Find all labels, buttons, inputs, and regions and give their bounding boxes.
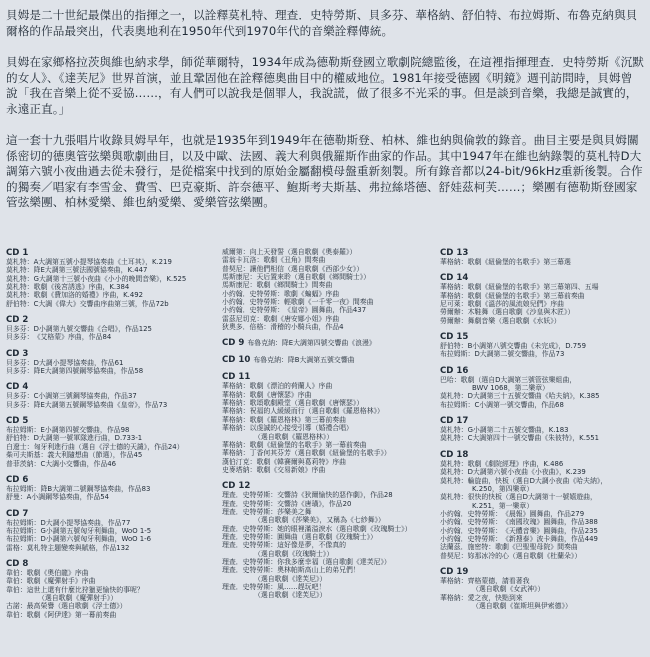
composer-name: 古諾： [6, 602, 27, 611]
track-row [6, 493, 186, 501]
track-row [6, 359, 186, 367]
work-title: 祝福的人緩緩而行（選自歌劇《羅恩格林》） [249, 407, 384, 416]
track-row [440, 468, 607, 476]
track-row [6, 392, 186, 400]
track-row [222, 416, 412, 424]
track-row [222, 500, 412, 508]
work-title: 交響詩《狄爾愉快的惡作劇》，作品28 [277, 491, 393, 500]
work-title: （選自歌劇《崔斯坦與伊索德》） [472, 601, 572, 610]
composer-name: 小約翰．史特勞斯： [222, 306, 285, 315]
composer-name [440, 602, 472, 610]
track-row [440, 552, 607, 560]
composer-name [222, 575, 254, 583]
track-row [222, 391, 412, 399]
composer-name: 華格納： [222, 415, 250, 424]
composer-name: 莫札特： [440, 468, 468, 477]
work-title: 輕歌劇《一千零一夜》間奏曲 [284, 298, 374, 307]
work-title: 降E大調第四號鋼琴協奏曲，作品58 [33, 367, 144, 376]
composer-name: 史麥塔納： [222, 465, 257, 474]
composer-name: 莫札特： [6, 274, 34, 283]
work-title: 歌劇《奧伯龍》序曲 [26, 568, 89, 577]
track-row [222, 424, 412, 432]
cd-heading: CD 6 [6, 474, 29, 485]
composer-name: 小約翰．史特勞斯： [222, 298, 285, 307]
track-row [440, 485, 607, 493]
composer-name: 布拉姆斯： [6, 518, 41, 527]
work-title: C大調第四十一號交響曲《朱彼特》，K.551 [467, 434, 600, 443]
composer-name: 柴可夫斯基： [6, 451, 48, 460]
work-title: 《皇帝》圓舞曲，作品437 [284, 306, 367, 315]
cd-heading [222, 338, 412, 348]
composer-name: 華格納： [440, 576, 468, 585]
work-title: 木鞋舞（選自歌劇《沙皇與木匠》） [467, 308, 575, 317]
track-row [222, 382, 412, 390]
cd-heading: CD 18 [440, 449, 469, 460]
cd-heading: CD 5 [6, 416, 29, 427]
track-row [6, 602, 186, 610]
track-row [222, 290, 412, 298]
work-title: 輪旋曲，快板（選自D大調小夜曲《哈夫納》， [467, 476, 608, 485]
track-row [440, 350, 607, 358]
work-title: 很快的快板（選自D大調第十一號嬉遊曲， [467, 493, 597, 502]
track-row [440, 493, 607, 501]
composer-name: 舒伯特： [440, 342, 468, 351]
cd-heading: CD 8 [6, 558, 29, 569]
composer-name: 馬斯康尼： [222, 273, 257, 282]
cd-heading: CD 13 [440, 248, 469, 258]
track-row [6, 577, 186, 585]
track-row [222, 449, 412, 457]
track-row [6, 434, 186, 442]
composer-name [222, 591, 254, 599]
composer-name: 韋伯： [6, 568, 27, 577]
work-title: 丁香何其芬芳（選自歌劇《紐倫堡的名歌手》） [249, 449, 391, 458]
track-row [440, 460, 607, 468]
composer-name: 布拉姆斯： [6, 484, 41, 493]
cd-number: CD 9 [222, 338, 245, 349]
cd-inline-work: 布魯克納：降E大調第四號交響曲《浪漫》 [247, 339, 376, 348]
track-row [222, 256, 412, 264]
cd-heading: CD 2 [6, 315, 29, 326]
composer-name: 貝多芬： [6, 400, 34, 409]
composer-name: 馬斯康尼： [222, 281, 257, 290]
work-title: B小調第八號交響曲《未完成》，D.759 [467, 342, 586, 351]
work-title: 這世上還有什麼比狩獵更愉快的事呢？ [26, 585, 144, 594]
track-row [222, 508, 412, 516]
track-row [222, 491, 412, 499]
work-title: K.250，第四樂章） [472, 484, 534, 493]
work-title: 向上天發誓（選自歌劇《奧泰羅》） [249, 248, 357, 256]
work-title: （選自歌劇《羅恩格林》） [254, 432, 334, 441]
work-title: 《晨報》圓舞曲，作品279 [502, 509, 585, 518]
work-title: 歌劇《交易新娘》序曲 [256, 465, 326, 474]
composer-name: 雷茲尼切克： [222, 314, 264, 323]
work-title: BWV 1068，第二樂章） [472, 384, 550, 393]
cd-heading: CD 12 [222, 481, 251, 492]
composer-name: 舒曼： [6, 493, 27, 502]
work-title: 她的眼裡滿溢淚水（選自歌劇《玫瑰騎士》） [277, 524, 412, 533]
track-row [6, 611, 186, 619]
composer-name: 普契尼： [440, 551, 468, 560]
track-row [6, 535, 186, 543]
cd-number: CD 10 [222, 355, 251, 366]
composer-name: 華格納： [222, 424, 250, 433]
work-title: D小調第九號交響曲《合唱》，作品125 [33, 325, 152, 334]
composer-name: 舒伯特： [6, 434, 34, 443]
cd-inline-work: 布魯克納：降B大調第五號交響曲 [253, 356, 355, 365]
composer-name: 華格納： [222, 390, 250, 399]
cd-heading: CD 3 [6, 348, 29, 359]
composer-name: 華格納： [440, 291, 468, 300]
work-title: （選自歌劇《魔彈射手》） [38, 593, 118, 602]
work-title: A大調第五號小提琴協奏曲《土耳其》，K.219 [33, 258, 172, 266]
composer-name: 華格納： [222, 449, 250, 458]
track-row [440, 477, 607, 485]
composer-name: 韋伯： [6, 610, 27, 619]
work-title: 歌劇《費加洛的婚禮》序曲，K.492 [33, 291, 144, 300]
work-title: K.251，第一樂章） [472, 501, 534, 510]
track-row [222, 458, 412, 466]
composer-name [440, 485, 472, 493]
work-title: 齊格蒙德，請看著我 [467, 576, 530, 585]
work-title: C小調第一號交響曲，作品68 [474, 400, 564, 409]
work-title: 歌劇《紐倫堡的名歌手》第三幕第四、五場 [467, 283, 599, 292]
work-title: 歌頌歌劇殿堂（選自歌劇《唐懷瑟》） [249, 399, 364, 408]
track-row [6, 527, 186, 535]
composer-name: 韋伯： [6, 577, 27, 586]
work-title: 愛之夜，快點到來 [467, 593, 523, 602]
track-row [222, 433, 412, 441]
composer-name: 普菲茨納： [6, 459, 41, 468]
tracklist-column-2 [222, 248, 412, 600]
composer-name [222, 433, 254, 441]
work-title: 降E大調第五號鋼琴協奏曲《皇帝》，作品73 [33, 400, 168, 409]
work-title: 最高榮譽（選自歌劇《浮士德》） [26, 602, 127, 611]
composer-name: 莫札特： [440, 392, 468, 401]
cd-heading: CD 17 [440, 416, 469, 427]
composer-name [222, 550, 254, 558]
composer-name: 小約翰．史特勞斯： [440, 534, 503, 543]
work-title: 歌劇《漂泊的荷蘭人》序曲 [249, 382, 333, 391]
work-title: 歌劇《鄉間騎士》間奏曲 [256, 281, 333, 290]
work-title: 義大利隨想曲（節選），作品45 [47, 451, 143, 460]
composer-name: 小約翰．史特勞斯： [440, 509, 503, 518]
composer-name: 巴哈： [440, 375, 461, 384]
work-title: 歌劇（選自D大調第三號管弦樂組曲， [460, 375, 577, 384]
work-title: 歌劇《魔彈射手》序曲 [26, 577, 96, 586]
work-title: 舞劇音樂（選自歌劇《水妖》） [467, 316, 561, 325]
track-row [440, 308, 607, 316]
cd-heading: CD 14 [440, 273, 469, 284]
track-row [222, 566, 412, 574]
composer-name: 理查．史特勞斯： [222, 583, 278, 591]
track-row [440, 602, 607, 610]
work-title: 《南國玫瑰》圓舞曲，作品388 [502, 518, 598, 527]
track-row [440, 535, 607, 543]
work-title: 《新搜泰》波卡舞曲，作品449 [502, 534, 598, 543]
work-title: 歌劇《唐安娜小姐》序曲 [263, 314, 340, 323]
work-title: 歌劇《羅恩格林》第三幕前奏曲 [249, 415, 347, 424]
work-title: 歌劇《後宮誘逃》序曲，K.384 [33, 283, 130, 292]
track-row [6, 333, 186, 341]
track-row [222, 281, 412, 289]
track-row [6, 485, 186, 493]
composer-name: 華格納： [222, 440, 250, 449]
work-title: 歌劇《紐倫堡的名歌手》第三幕選 [467, 258, 571, 266]
work-title: D大調第二號交響曲，作品73 [474, 350, 565, 359]
composer-name: 理查．史特勞斯： [222, 507, 278, 516]
track-row [440, 543, 607, 551]
cd-heading: CD 15 [440, 332, 469, 343]
work-title: 這好像是夢，不像真的 [277, 541, 347, 550]
composer-name: 莫札特： [440, 426, 468, 435]
work-title: D大調第三十五號交響曲《哈夫納》，K.385 [467, 392, 600, 401]
composer-name: 布拉姆斯： [440, 350, 475, 359]
tracklist-column-1 [6, 248, 186, 619]
composer-name: 貝多芬： [6, 358, 34, 367]
work-title: 匈牙利進行曲（選自《浮士德的天譴》，作品24） [33, 442, 184, 451]
track-row [440, 518, 607, 526]
work-title: 歌劇《阿伊達》第一幕前奏曲 [26, 610, 117, 619]
work-title: 歌劇《丑角》間奏曲 [263, 256, 326, 265]
composer-name: 布拉姆斯： [440, 400, 475, 409]
composer-name: 莫札特： [6, 283, 34, 292]
composer-name: 白遼士： [6, 442, 34, 451]
work-title: 歌劇《巴聖聖母院》間奏曲 [495, 543, 578, 552]
track-row [440, 392, 607, 400]
track-row [222, 265, 412, 273]
track-row [6, 460, 186, 468]
composer-name: 理查．史特勞斯： [222, 566, 278, 575]
track-row [222, 306, 412, 314]
composer-name: 華格納： [440, 283, 468, 292]
track-row [222, 315, 412, 323]
composer-name: 華格納： [222, 382, 250, 391]
work-title: G小調第二十五號交響曲，K.183 [467, 426, 569, 435]
composer-name: 布拉姆斯： [6, 426, 41, 435]
work-title: D大調第六號小夜曲《小夜曲》，K.239 [467, 468, 586, 477]
work-title: 圓舞曲（選自歌劇《玫瑰騎士》） [277, 532, 378, 541]
work-title: C大調《偉大》交響曲序曲第三號，作品72b [33, 299, 169, 308]
composer-name: 理查．史特勞斯： [222, 491, 278, 500]
composer-name: 漢伯汀克： [222, 457, 257, 466]
track-row [6, 266, 186, 274]
cd-heading: CD 19 [440, 566, 469, 577]
work-title: D大調小提琴協奏曲，作品61 [33, 358, 124, 367]
composer-name: 舒伯特： [6, 299, 34, 308]
track-row [440, 510, 607, 518]
composer-name: 華格納： [440, 258, 468, 266]
track-row [6, 300, 186, 308]
composer-name [440, 585, 472, 593]
composer-name: 華格納： [440, 593, 468, 602]
track-row [6, 401, 186, 409]
composer-name: 布拉姆斯： [6, 526, 41, 535]
composer-name: 理查．史特勞斯： [222, 524, 278, 533]
work-title: A小調鋼琴協奏曲，作品54 [26, 493, 110, 502]
composer-name: 法蘭茲．施密特： [440, 543, 496, 552]
composer-name: 貝多芬： [6, 333, 34, 342]
track-row [222, 591, 412, 599]
work-title: C小調第三號鋼琴協奏曲，作品37 [33, 392, 137, 401]
work-title: 以虔誠的心接受引導（婚禮合唱） [249, 424, 353, 433]
composer-name: 小約翰．史特勞斯： [440, 526, 503, 535]
track-row [440, 258, 607, 266]
composer-name: 勞爾辦： [440, 308, 468, 317]
work-title: （選自歌劇《莎樂美》，又稱為《七紗舞》） [254, 516, 385, 525]
cd-heading: CD 16 [440, 365, 469, 376]
work-title: 奧林帕斯高山上的弟兄們！ [277, 566, 360, 575]
track-row [440, 594, 607, 602]
work-title: 歌劇《唐懷瑟》序曲 [249, 390, 312, 399]
composer-name: 狄奧多．倍格： [222, 323, 271, 332]
cd-heading: CD 7 [6, 508, 29, 519]
track-row [440, 401, 607, 409]
composer-name: 華格納： [222, 399, 250, 408]
composer-name: 勞爾辦： [440, 316, 468, 325]
composer-name [222, 516, 254, 524]
composer-name: 莫札特： [6, 258, 34, 266]
work-title: 風……趕玩吧！ [277, 583, 326, 591]
composer-name: 莫札特： [440, 434, 468, 443]
track-row [222, 541, 412, 549]
work-title: D大調小提琴協奏曲，作品77 [40, 518, 131, 527]
work-title: 歌劇《劇院經理》序曲，K.486 [467, 459, 564, 468]
intro-paragraph-2: 貝姆在家鄉格拉茨與維也納求學，師從華爾特，1934年成為德勒斯登國立歌劇院總監後，在這裡指揮理查．史特勞斯《沉默的女人》、《達芙尼》世界首演，並且鞏固他在詮釋德奧曲目中的權威地位。1981年接受德國《明鏡》週刊訪問時，貝姆曾說「我在音樂上從不妥協……，有人們可以說我是個罪人，我說謊，做了很多不光采的事。但是談到音樂，我總是誠實的，永遠正直。」 [6, 55, 644, 116]
track-row [440, 376, 607, 384]
work-title: （選自歌劇《女武神》） [472, 585, 545, 594]
track-row [6, 451, 186, 459]
composer-name: 尼可萊： [440, 300, 468, 309]
track-row [440, 585, 607, 593]
work-title: 《艾格蒙》序曲，作品84 [33, 333, 112, 342]
track-row [440, 502, 607, 510]
work-title: （選自歌劇《達芙尼》） [254, 591, 327, 600]
cd-heading: CD 4 [6, 382, 29, 393]
composer-name: 貝多芬： [6, 392, 34, 401]
work-title: D大調第一號軍隊進行曲，D.733-1 [33, 434, 143, 443]
track-row [440, 317, 607, 325]
tracklist-column-3 [440, 248, 607, 610]
composer-name: 理查．史特勞斯： [222, 557, 278, 566]
work-title: G大調第十三號小夜曲《小小的晚間音樂》，K.525 [33, 274, 187, 283]
track-row [6, 443, 186, 451]
work-title: 你我多麼幸福（選自歌劇《達芙尼》） [277, 557, 391, 566]
work-title: 降B大調第二號鋼琴協奏曲，作品83 [40, 484, 151, 493]
cd-heading [222, 355, 412, 365]
composer-name: 莫札特： [440, 493, 468, 502]
composer-name: 莫札特： [440, 476, 468, 485]
composer-name: 威爾第： [222, 248, 250, 256]
composer-name: 莫札特： [6, 266, 34, 275]
intro-paragraph-1: 貝姆是二十世紀最傑出的指揮之一，以詮釋莫札特、理查．史特勞斯、貝多芬、華格納、舒伯特、布拉姆斯、布魯克納與貝爾格的作品最突出，代表奧地利在1950年代到1970年代的音樂詮釋傳統。 [6, 8, 638, 38]
track-row [222, 525, 412, 533]
composer-name: 小約翰．史特勞斯： [440, 518, 503, 527]
track-row [222, 323, 412, 331]
work-title: C大調小交響曲，作品46 [40, 459, 117, 468]
work-title: 莫札特主題變奏與賦格，作品132 [26, 543, 130, 552]
cd-heading: CD 11 [222, 372, 251, 383]
work-title: 歌劇《溫莎的風流娘兒們》序曲 [467, 300, 565, 309]
work-title: 妳那冰冷的心（選自歌劇《杜蘭朵》） [467, 551, 582, 560]
track-row [222, 516, 412, 524]
work-title: 歌劇《韓賽爾與葛莉特》序曲 [256, 457, 347, 466]
track-row [440, 434, 607, 442]
track-row [6, 569, 186, 577]
cd-heading: CD 1 [6, 248, 29, 258]
track-row [222, 441, 412, 449]
track-row [440, 527, 607, 535]
track-row [6, 544, 186, 552]
track-row [6, 519, 186, 527]
composer-name: 理查．史特勞斯： [222, 541, 278, 550]
work-title: E小調第四號交響曲，作品98 [40, 426, 130, 435]
work-title: 莎樂美之舞 [277, 507, 312, 516]
track-row [6, 367, 186, 375]
work-title: D小調第六號匈牙利舞曲，WoO 1-6 [40, 535, 152, 544]
intro-paragraph-3: 這一套十九張唱片收錄貝姆早年，也就是1935年到1949年在德勒斯登、柏林、維也納與倫敦的錄音。曲目主要是與貝姆關係密切的德奧管弦樂與歌劇曲目，以及中歐、法國、義大利與俄羅斯作曲家的作品。其中1947年在維也納錄製的莫札特D大調第六號小夜曲過去從未發行，是從檔案中找到的原始金屬翻模母盤重新刻製。所有錄音都以24-bit/96kHz重新後製。合作的獨奏／唱家有李雪金、費雪、巴克豪斯、許奈德平、鮑斯考夫斯基、弗拉絲塔德、舒娃茲柯芙……；樂團有德勒斯登國家管弦樂團、柏林愛樂、維也納愛樂、愛樂管弦樂團。 [6, 133, 643, 209]
composer-name: 貝多芬： [6, 367, 34, 376]
work-title: 天后置來聆（選自歌劇《鄉間騎士》） [256, 273, 371, 282]
composer-name: 普契尼： [222, 264, 250, 273]
work-title: 歌劇《紐倫堡的名歌手》第一幕前奏曲 [249, 440, 367, 449]
composer-name: 理查．史特勞斯： [222, 499, 278, 508]
work-title: 滑稽的小騎兵曲，作品4 [270, 323, 344, 332]
work-title: 交響詩《唐璜》，作品20 [277, 499, 352, 508]
track-row [222, 466, 412, 474]
track-row [440, 292, 607, 300]
composer-name: 小約翰．史特勞斯： [222, 289, 285, 298]
work-title: （選自歌劇《達芙尼》） [254, 574, 327, 583]
work-title: 讓他們相信（選自歌劇《西部少女》） [249, 264, 364, 273]
track-row [6, 586, 186, 594]
work-title: 歌劇《蝙蝠》序曲 [284, 289, 340, 298]
composer-name: 華格納： [222, 407, 250, 416]
composer-name: 雷格： [6, 543, 27, 552]
work-title: （選自歌劇《玫瑰騎士》） [254, 549, 334, 558]
track-row [440, 283, 607, 291]
work-title: 歌劇《紐倫堡的名歌手》第三幕前奏曲 [467, 291, 585, 300]
work-title: G小調第五號匈牙利舞曲，WoO 1-5 [40, 526, 152, 535]
track-row [222, 575, 412, 583]
composer-name: 雷翁卡瓦洛： [222, 256, 264, 265]
composer-name: 莫札特： [440, 459, 468, 468]
work-title: 降E大調第三號法國號協奏曲，K.447 [33, 266, 148, 275]
composer-name: 理查．史特勞斯： [222, 532, 278, 541]
composer-name: 布拉姆斯： [6, 535, 41, 544]
composer-name [440, 502, 472, 510]
track-row [6, 291, 186, 299]
composer-name: 韋伯： [6, 585, 27, 594]
track-row [6, 275, 186, 283]
composer-name: 貝多芬： [6, 325, 34, 334]
work-title: 《天體音樂》圓舞曲，作品235 [502, 526, 598, 535]
composer-name: 莫札特： [6, 291, 34, 300]
track-row [222, 550, 412, 558]
track-row [222, 407, 412, 415]
